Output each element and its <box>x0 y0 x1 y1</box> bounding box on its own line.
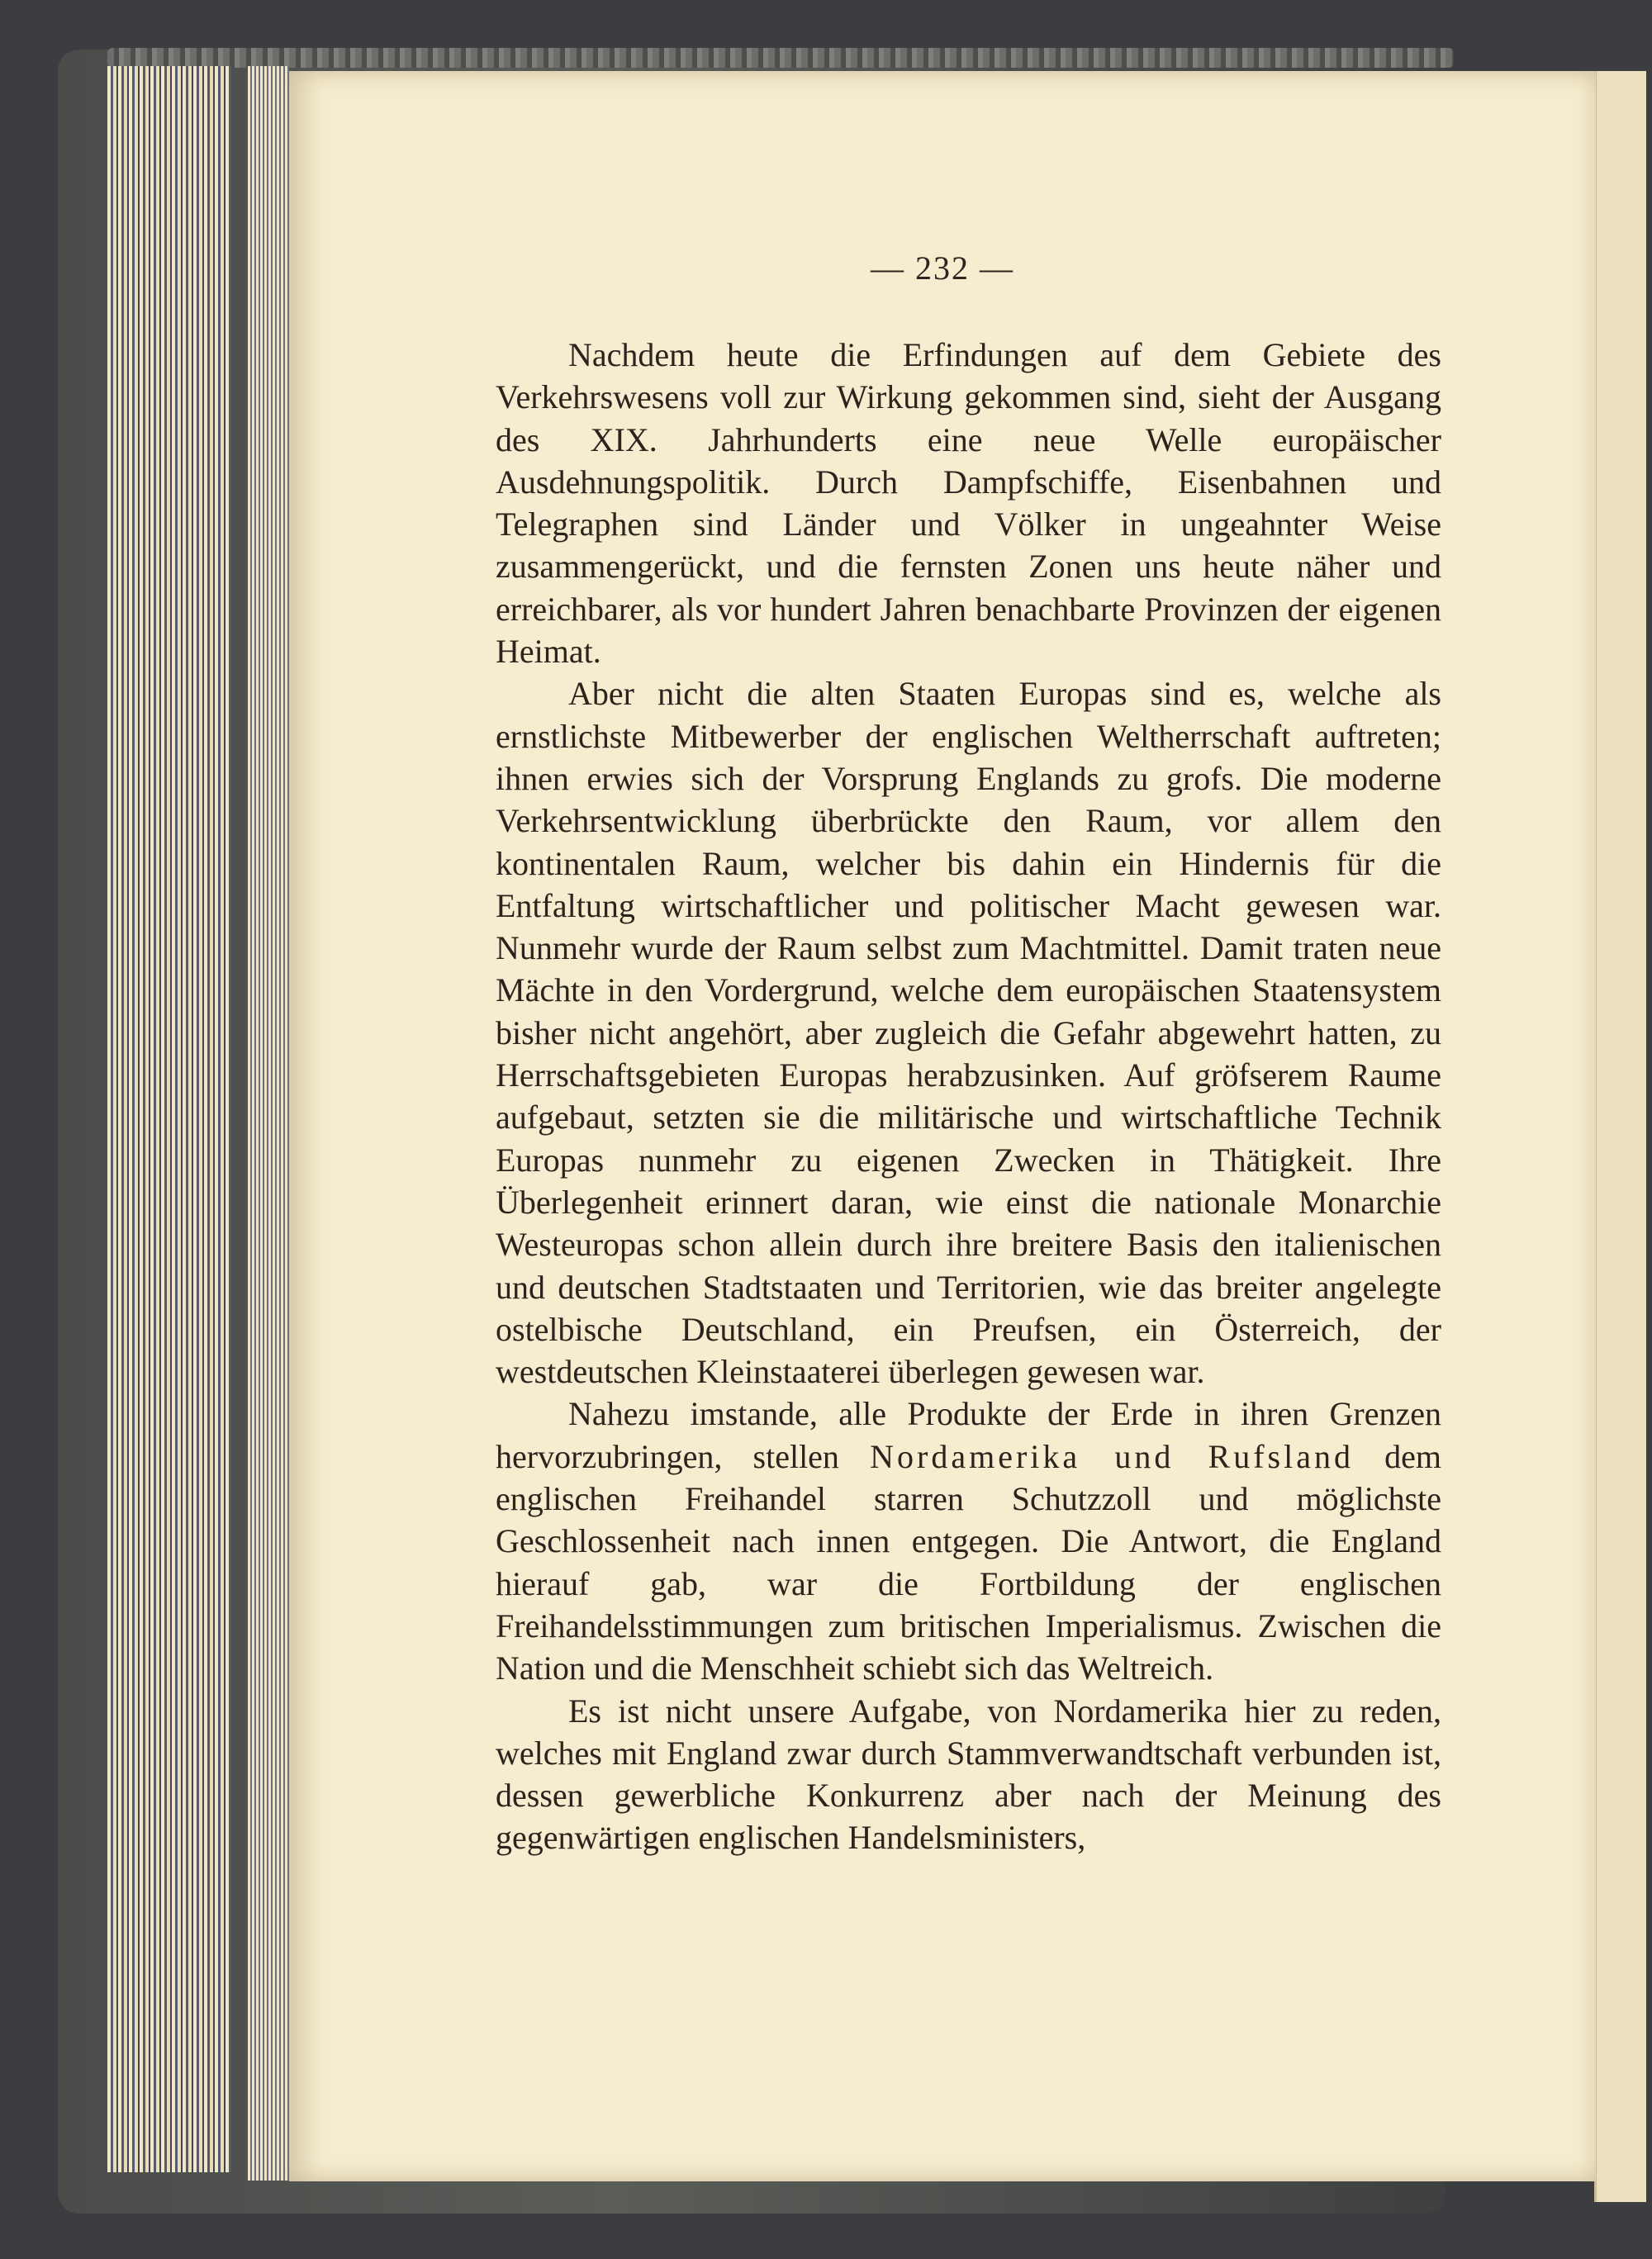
paragraph-2: Aber nicht die alten Staaten Europas sind es, welche als ernstlichste Mitbewerber der englischen Weltherrschaft auftreten; ihnen erwies sich der Vorsprung Englands zu grofs. Die moderne Verkehrsentwicklung überbrückte den Raum, vor allem den kontinentalen Raum, welcher bis dahin ein Hindernis für die Entfaltung wirtschaftlicher und politischer Macht gewesen war. Nunmehr wurde der Raum selbst zum Machtmittel. Damit traten neue Mächte in den Vordergrund, welche dem europäischen Staatensystem bisher nicht angehört, aber zugleich die Gefahr abgewehrt hatten, zu Herrschaftsgebieten Europas herabzusinken. Auf gröfserem Raume aufgebaut, setzten sie die militärische und wirtschaftliche Technik Europas nunmehr zu eigenen Zwecken in Thätigkeit. Ihre Überlegenheit erinnert daran, wie einst die nationale Monarchie Westeuropas schon allein durch ihre breitere Basis den italienischen und deutschen Stadtstaaten und Territorien, wie das breiter angelegte ostelbische Deutschland, ein Preufsen, ein Österreich, der westdeutschen Kleinstaaterei überlegen gewesen war. <box>496 675 1441 1391</box>
page-number: — 232 — <box>871 249 1014 287</box>
next-page-edge <box>1594 71 1646 2202</box>
paragraph-1: Nachdem heute die Erfindungen auf dem Gebiete des Verkehrswesens voll zur Wirkung gekommen sind, sieht der Ausgang des XIX. Jahrhunderts eine neue Welle europäischer Ausdehnungspolitik. Durch Dampfschiffe, Eisenbahnen und Telegraphen sind Länder und Völker in ungeahnter Weise zusammengerückt, und die fernsten Zonen uns heute näher und erreichbarer, als vor hundert Jahren benachbarte Provinzen der eigenen Heimat. <box>496 336 1441 671</box>
inner-page-edge <box>248 66 289 2181</box>
paragraph-3-after: dem englischen Freihandel starren Schutzzoll und möglichste Geschlossenheit nach innen entgegen. Die Antwort, die England hierauf gab, war die Fortbildung der englischen Freihandelsstimmungen zum britischen Imperialismus. Zwischen die Nation und die Menschheit schiebt sich das Weltreich. <box>496 1437 1442 1687</box>
book-page <box>289 71 1596 2181</box>
paragraph-3 <box>496 1393 1441 1689</box>
paragraph-4: Es ist nicht unsere Aufgabe, von Nordamerika hier zu reden, welches mit England zwar durch Stammverwandtschaft verbunden ist, dessen gewerbliche Konkurrenz aber nach der Meinung des gegenwärtigen englischen Handelsministers, <box>496 1692 1441 1857</box>
emphasis-nordamerika: Nordamerika <box>870 1437 1081 1475</box>
paragraph-3-before: Nahezu imstande, alle Produkte der Erde in ihren Grenzen hervorzubringen, stellen <box>496 1395 1441 1475</box>
paragraph-3-mid: und <box>1080 1437 1208 1475</box>
emphasis-rufsland: Rufsland <box>1208 1437 1354 1475</box>
page-edges <box>107 66 231 2172</box>
book-spine-top <box>107 48 1454 68</box>
body-text <box>496 334 1441 1859</box>
